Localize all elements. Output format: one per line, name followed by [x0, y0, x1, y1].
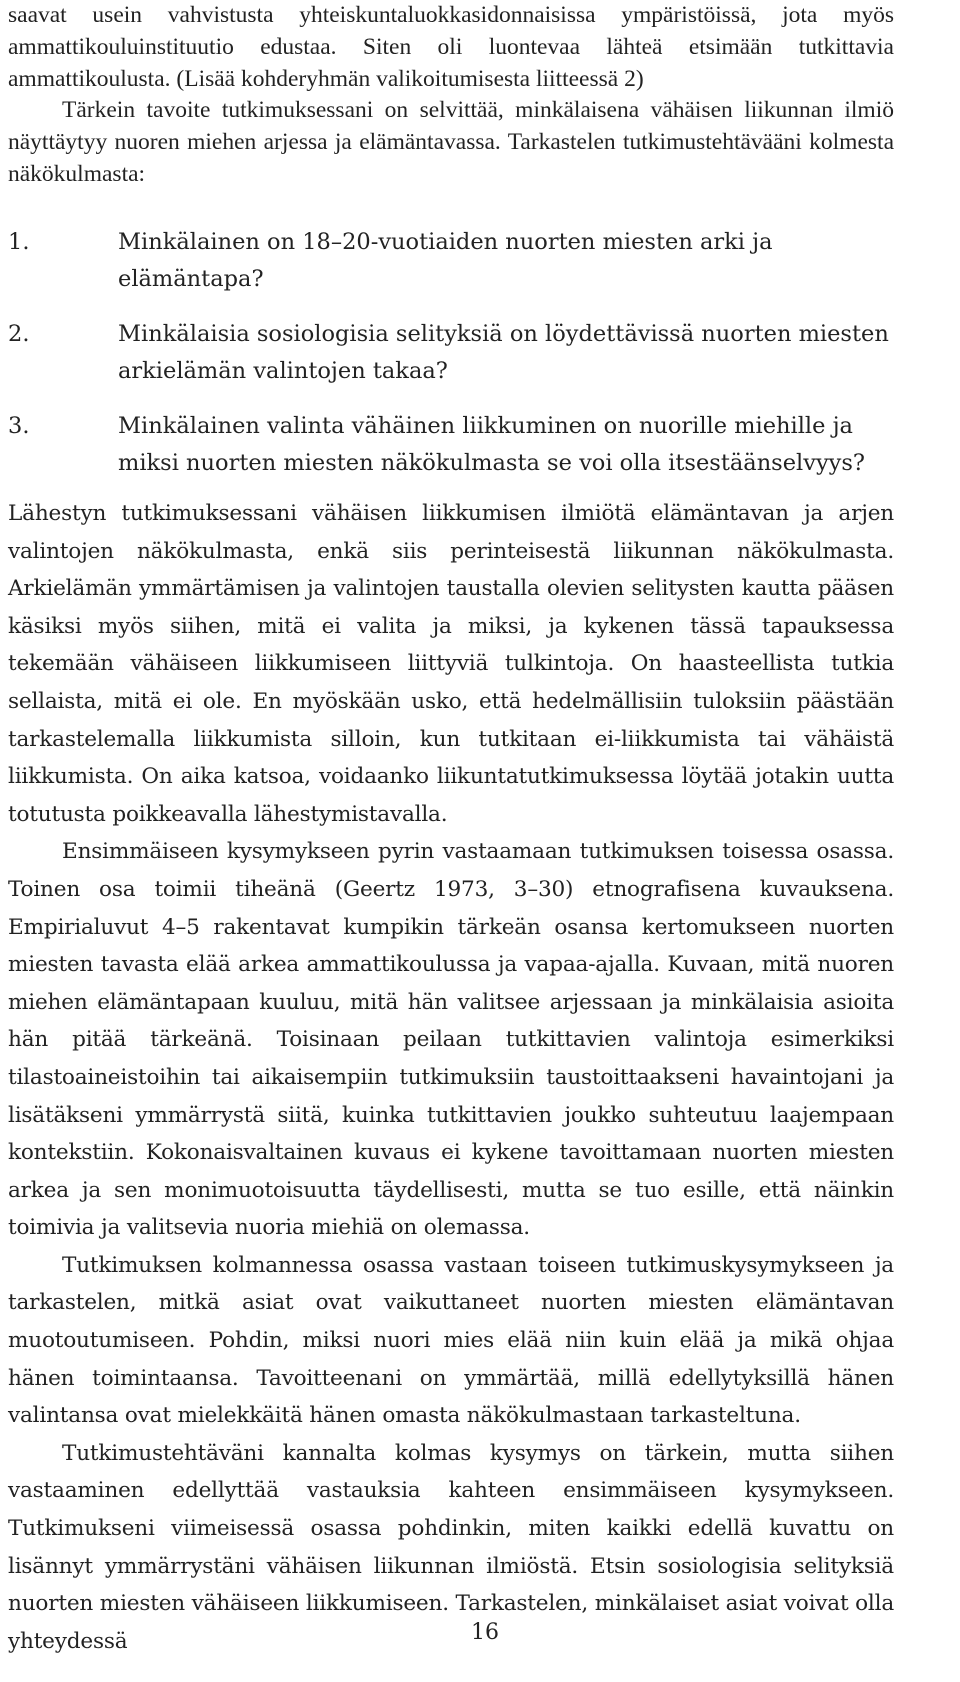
page-number: 16	[471, 1620, 499, 1645]
page-footer	[0, 1620, 960, 1645]
list-item	[8, 224, 898, 298]
list-item-text: Minkälaisia sosiologisia selityksiä on löydettävissä nuorten miesten arkielämän valintojen takaa?	[118, 321, 889, 384]
body-paragraph-1: Lähestyn tutkimuksessani vähäisen liikkumisen ilmiötä elämäntavan ja arjen valintojen näkökulmasta, enkä siis perinteisestä liikunnan näkökulmasta. Arkielämän ymmärtämisen ja valintojen taustalla olevien selitysten kautta pääsen käsiksi myös siihen, mitä ei valita ja miksi, ja kykenen tässä tapauksessa tekemään vähäiseen liikkumiseen liittyviä tulkintoja. On haasteellista tutkia sellaista, mitä ei ole. En myöskään usko, että hedelmällisiin tuloksiin päästään tarkastelemalla liikkumista silloin, kun tutkitaan ei-liikkumista tai vähäistä liikkumista. On aika katsoa, voidaanko liikuntatutkimuksessa löytää jotakin uutta totutusta poikkeavalla lähestymistavalla.	[8, 501, 894, 827]
list-item-number: 2.	[8, 321, 30, 347]
body-section	[8, 495, 894, 1660]
intro-paragraph-1: saavat usein vahvistusta yhteiskuntaluokkasidonnaisissa ympäristöissä, jota myös ammattikouluinstituutio edustaa. Siten oli luontevaa lähteä etsimään tutkittavia ammattikoulusta. (Lisää kohderyhmän valikoitumisesta liitteessä 2)	[8, 2, 894, 92]
body-paragraph-4: Tutkimustehtäväni kannalta kolmas kysymys on tärkein, mutta siihen vastaaminen edellyttää vastauksia kahteen ensimmäiseen kysymykseen. Tutkimukseni viimeisessä osassa pohdinkin, miten kaikki edellä kuvattu on lisännyt ymmärrystäni vähäisen liikunnan ilmiöstä. Etsin sosiologisia selityksiä nuorten miesten vähäiseen liikkumiseen. Tarkastelen, minkälaiset asiat voivat olla yhteydessä	[8, 1440, 894, 1654]
list-item-text: Minkälainen valinta vähäinen liikkuminen on nuorille miehille ja miksi nuorten miesten näkökulmasta se voi olla itsestäänselvyys?	[118, 413, 865, 476]
list-item-number: 1.	[8, 229, 30, 255]
list-item	[8, 316, 898, 390]
list-item-text: Minkälainen on 18–20-vuotiaiden nuorten miesten arki ja elämäntapa?	[118, 229, 773, 292]
body-paragraph-3: Tutkimuksen kolmannessa osassa vastaan toiseen tutkimuskysymykseen ja tarkastelen, mitkä asiat ovat vaikuttaneet nuorten miesten elämäntavan muotoutumiseen. Pohdin, miksi nuori mies elää niin kuin elää ja mikä ohjaa hänen toimintaansa. Tavoitteenani on ymmärtää, millä edellytyksillä hänen valintansa ovat mielekkäitä hänen omasta näkökulmastaan tarkasteltuna.	[8, 1252, 894, 1429]
intro-section	[8, 0, 894, 191]
body-paragraph-2: Ensimmäiseen kysymykseen pyrin vastaamaan tutkimuksen toisessa osassa. Toinen osa toimii tiheänä (Geertz 1973, 3–30) etnografisena kuvauksena. Empirialuvut 4–5 rakentavat kumpikin tärkeän osansa kertomukseen nuorten miesten tavasta elää arkea ammattikoulussa ja vapaa-ajalla. Kuvaan, mitä nuoren miehen elämäntapaan kuuluu, mitä hän valitsee arjessaan ja minkälaisia asioita hän pitää tärkeänä. Toisinaan peilaan tutkittavien valintoja esimerkiksi tilastoaineistoihin tai aikaisempiin tutkimuksiin taustoittaakseni havaintojani ja lisätäkseni ymmärrystä siitä, kuinka tutkittavien joukko suhteutuu laajempaan kontekstiin. Kokonaisvaltainen kuvaus ei kykene tavoittamaan nuorten miesten arkea ja sen monimuotoisuutta täydellisesti, mutta se tuo esille, että näinkin toimivia ja valitsevia nuoria miehiä on olemassa.	[8, 839, 894, 1241]
list-item	[8, 408, 898, 482]
research-questions-list	[8, 224, 898, 500]
list-item-number: 3.	[8, 413, 30, 439]
intro-paragraph-2: Tärkein tavoite tutkimuksessani on selvittää, minkälaisena vähäisen liikunnan ilmiö näyttäytyy nuoren miehen arjessa ja elämäntavassa. Tarkastelen tutkimustehtävääni kolmesta näkökulmasta:	[8, 97, 894, 187]
